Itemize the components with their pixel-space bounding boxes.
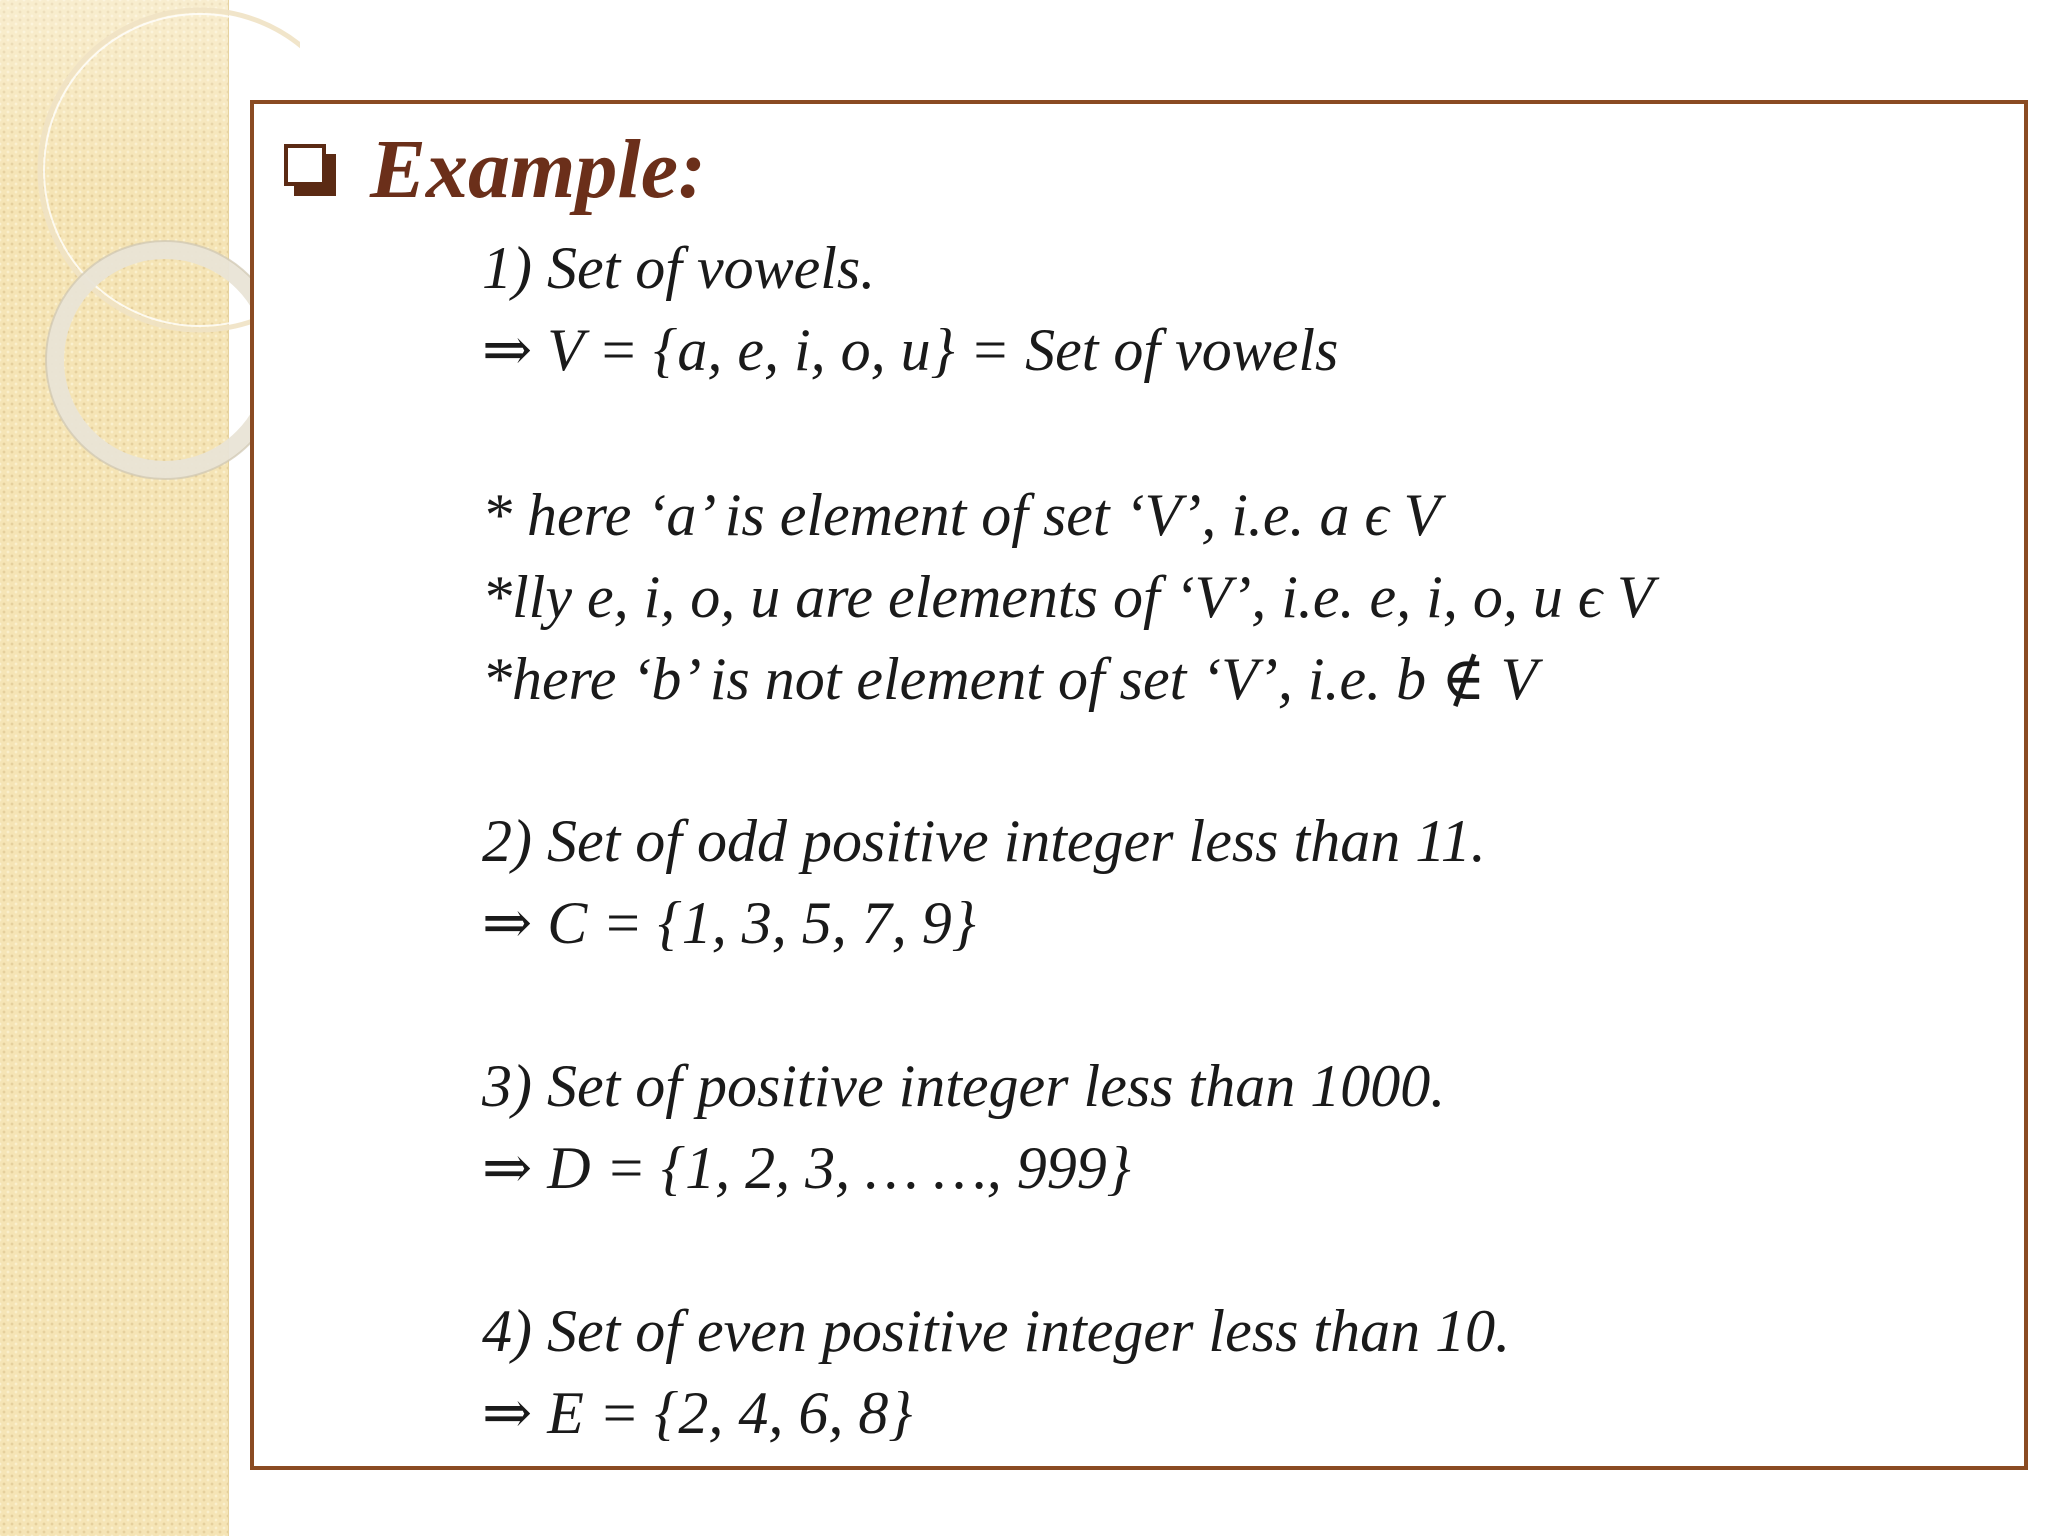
example-1-title: 1) Set of vowels. — [482, 235, 876, 301]
example-1-note-a: * here ‘a’ is element of set ‘V’, i.e. a ϵ V — [482, 482, 1441, 548]
example-1-set: ⇒ V = {a, e, i, o, u} = Set of vowels — [482, 317, 1339, 383]
example-4-title: 4) Set of even positive integer less than 10. — [482, 1298, 1511, 1364]
checkbox-bullet-icon — [284, 144, 336, 196]
example-1-note-elements: *lly e, i, o, u are elements of ‘V’, i.e. e, i, o, u ϵ V — [482, 564, 1654, 630]
example-2-set: ⇒ C = {1, 3, 5, 7, 9} — [482, 890, 976, 956]
decorative-ring-small — [55, 250, 275, 470]
example-3-title: 3) Set of positive integer less than 1000. — [482, 1053, 1446, 1119]
content-box — [250, 100, 2028, 1470]
example-4-set: ⇒ E = {2, 4, 6, 8} — [482, 1380, 913, 1446]
example-3-set: ⇒ D = {1, 2, 3, … …, 999} — [482, 1135, 1131, 1201]
example-1-note-b: *here ‘b’ is not element of set ‘V’, i.e. b ∉ V — [482, 646, 1538, 712]
heading-text: Example: — [370, 123, 706, 216]
example-2-title: 2) Set of odd positive integer less than 11. — [482, 808, 1486, 874]
example-lines — [482, 104, 2002, 1466]
